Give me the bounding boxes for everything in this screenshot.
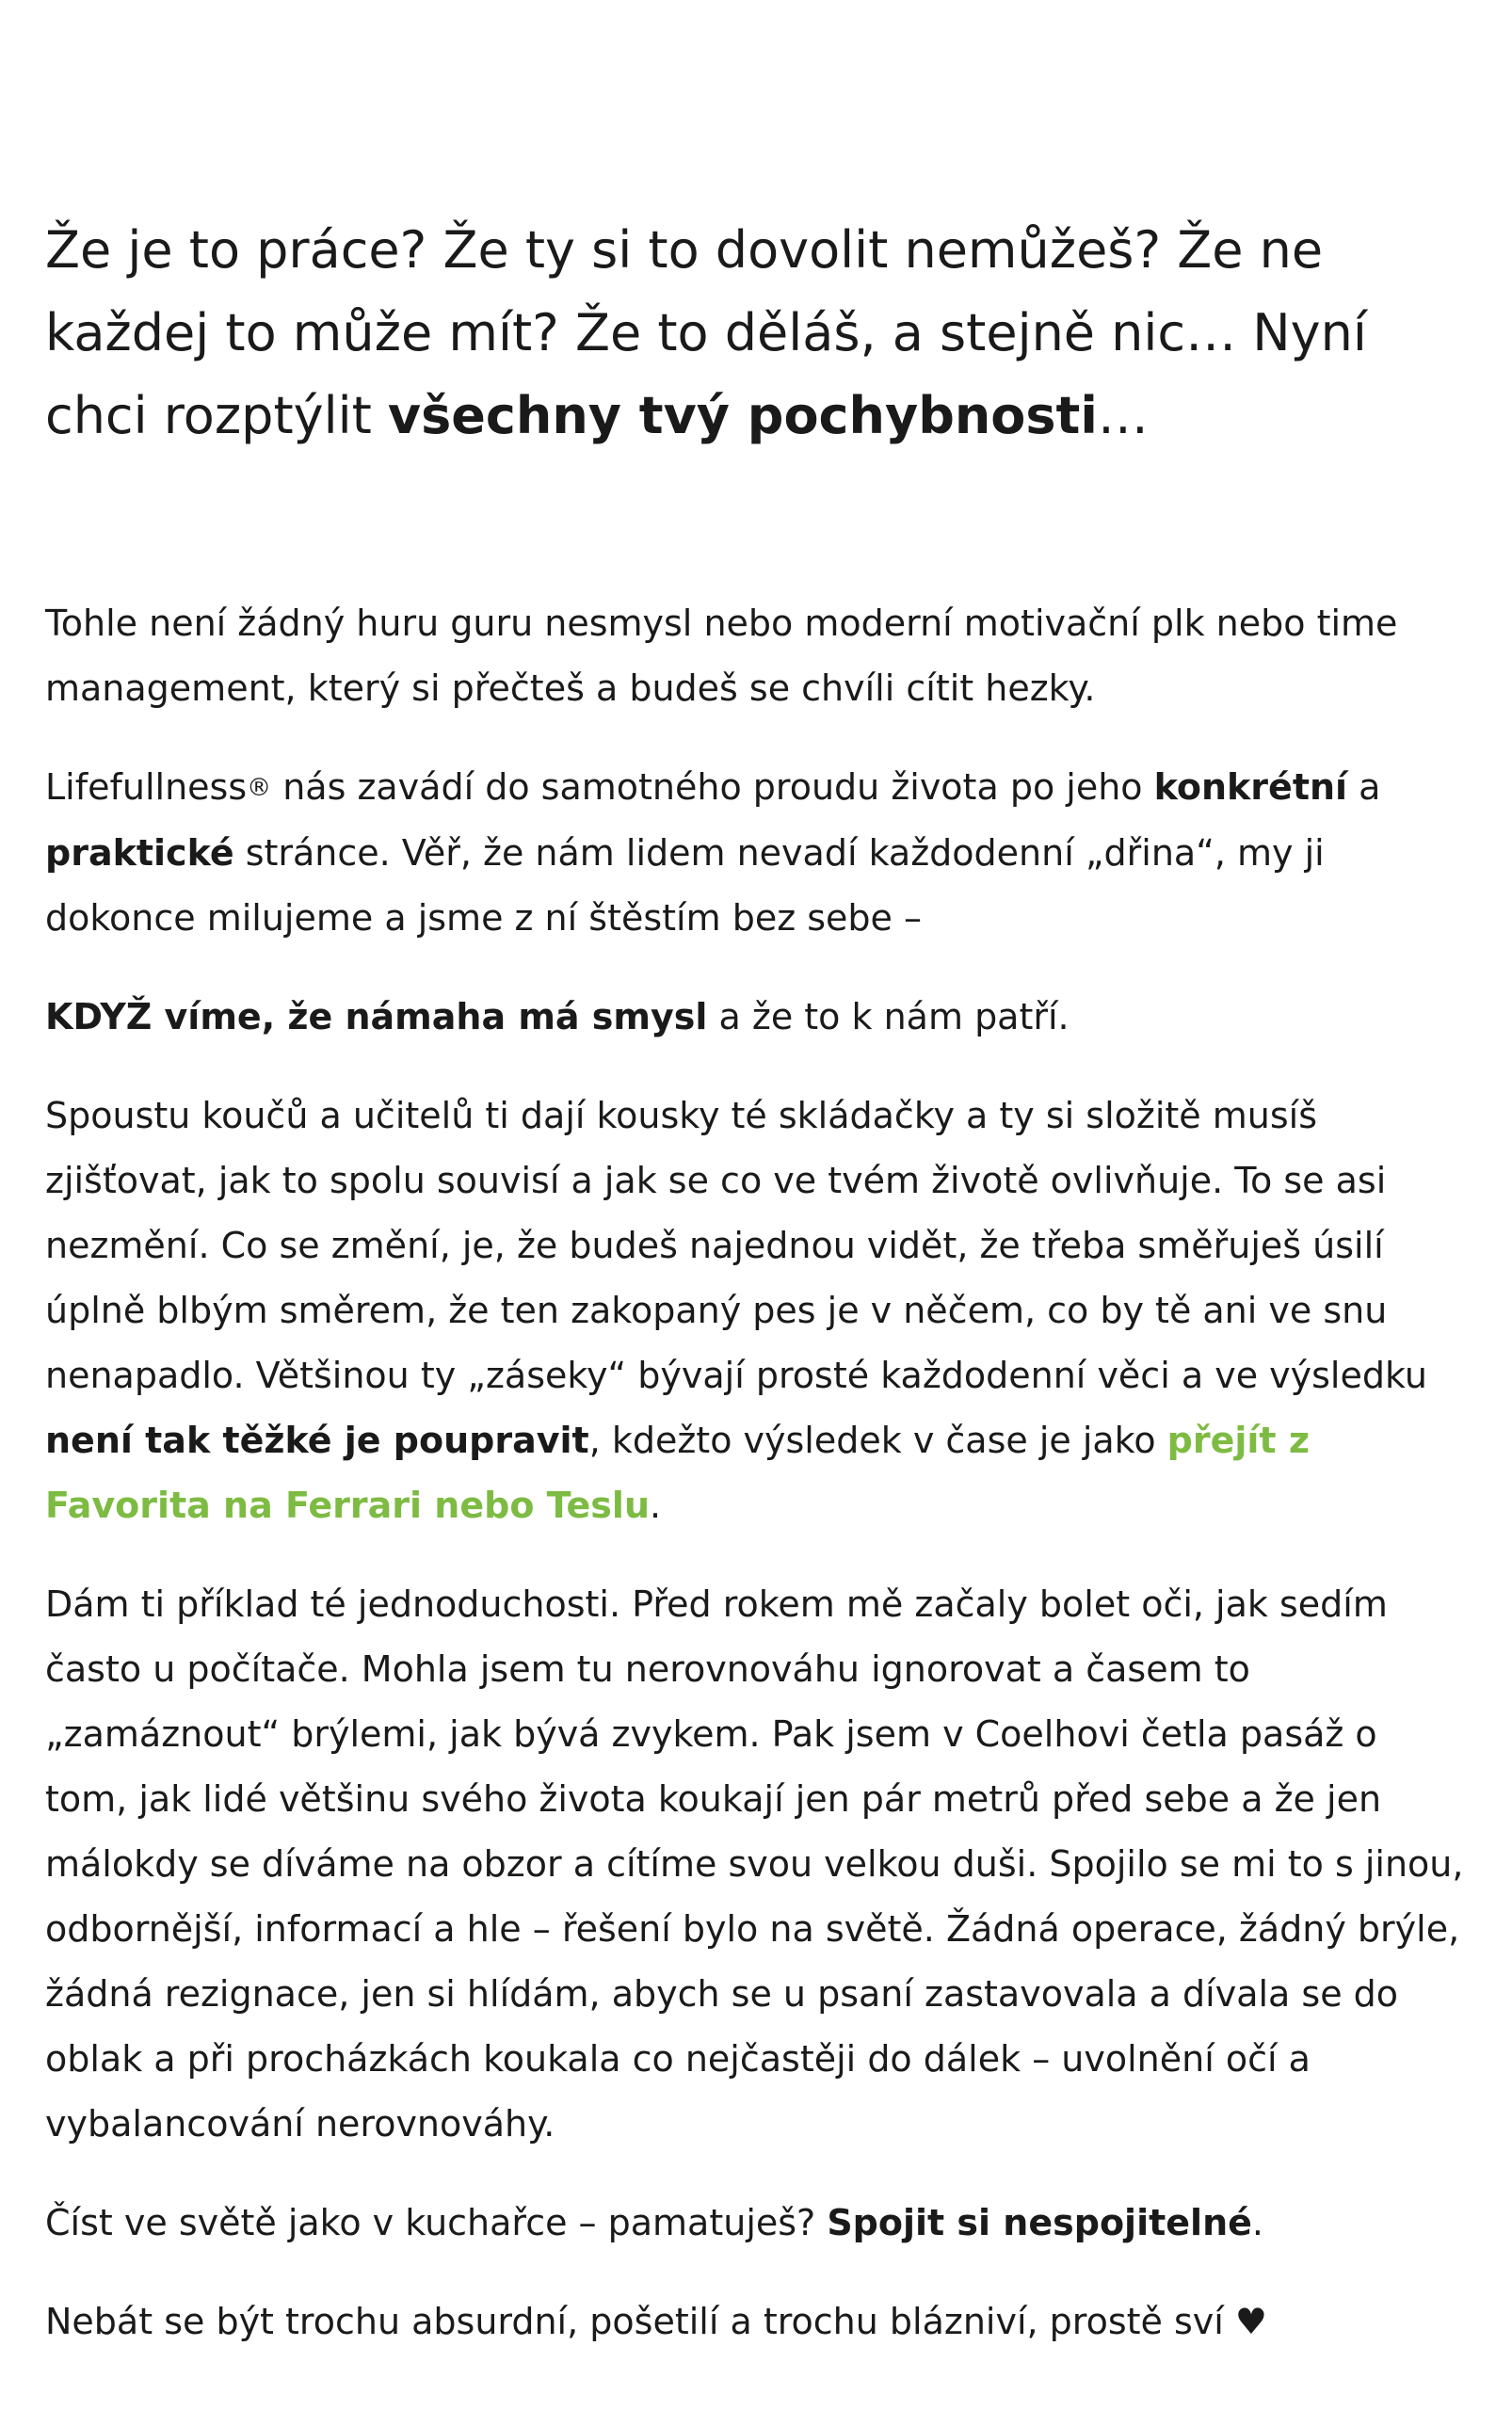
- p2-text-2: a: [1347, 766, 1381, 808]
- paragraph-3: [45, 985, 1467, 1050]
- brand-name: Lifefullness: [45, 766, 248, 808]
- intro-heading: [45, 209, 1439, 458]
- heading-bold: všechny tvý pochybnosti: [387, 386, 1098, 445]
- p6-text-2: .: [1251, 2202, 1263, 2243]
- article-body: [45, 591, 1467, 2388]
- p4-bold: není tak těžké je poupravit: [45, 1420, 589, 1461]
- paragraph-5: Dám ti příklad té jednoduchosti. Před rokem mě začaly bolet oči, jak sedím často u počítače. Mohla jsem tu nerovnováhu ignorovat a časem to „zamáznout“ brýlemi, jak bývá zvykem. Pak jsem v Coelhovi četla pasáž o tom, jak lidé většinu svého života koukají jen pár metrů před sebe a že jen málokdy se díváme na obzor a cítíme svou velkou duši. Spojilo se mi to s jinou, odbornější, informací a hle – řešení bylo na světě. Žádná operace, žádný brýle, žádná rezignace, jen si hlídám, abych se u psaní zastavovala a dívala se do oblak a při procházkách koukala co nejčastěji do dálek – uvolnění očí a vybalancování nerovnováhy.: [45, 1583, 1464, 2145]
- registered-mark: ®: [247, 774, 272, 802]
- p4-highlight: přejít z Favorita na Ferrari nebo Teslu: [45, 1420, 1310, 1526]
- p4-text-2: , kdežto výsledek v čase je jako: [588, 1420, 1167, 1461]
- p4-text-3: .: [650, 1485, 662, 1526]
- paragraph-7: Nebát se být trochu absurdní, pošetilí a trochu blázniví, prostě sví ♥: [45, 2301, 1267, 2342]
- p6-text-1: Číst ve světě jako v kuchařce – pamatuješ?: [45, 2202, 828, 2243]
- p2-text-1: nás zavádí do samotného proudu života po jeho: [271, 766, 1154, 808]
- heading-text: Že je to práce? Že ty si to dovolit nemůžeš? Že ne každej to může mít? Že to děláš, a stejně nic… Nyní chci rozptýlit: [45, 220, 1367, 445]
- paragraph-6: [45, 2191, 1467, 2256]
- paragraph-2: [45, 755, 1467, 951]
- p6-bold: Spojit si nespojitelné: [827, 2202, 1252, 2243]
- p2-bold-concrete: konkrétní: [1153, 766, 1348, 808]
- paragraph-4: [45, 1084, 1467, 1538]
- p2-text-3: stránce. Věř, že nám lidem nevadí každodenní „dřina“, my ji dokonce milujeme a jsme z ní štěstím bez sebe –: [45, 832, 1325, 939]
- p3-bold: KDYŽ víme, že námaha má smysl: [45, 996, 708, 1037]
- paragraph-1: Tohle není žádný huru guru nesmysl nebo moderní motivační plk nebo time management, který si přečteš a budeš se chvíli cítit hezky.: [45, 602, 1398, 709]
- p4-text-1: Spoustu koučů a učitelů ti dají kousky té skládačky a ty si složitě musíš zjišťovat, jak to spolu souvisí a jak se co ve tvém životě ovlivňuje. To se asi nezmění. Co se změní, je, že budeš najednou vidět, že třeba směřuješ úsilí úplně blbým směrem, že ten zakopaný pes je v něčem, co by tě ani ve snu nenapadlo. Většinou ty „záseky“ bývají prosté každodenní věci a ve výsledku: [45, 1095, 1427, 1396]
- p3-text: a že to k nám patří.: [707, 996, 1070, 1037]
- heading-ellipsis: …: [1097, 386, 1149, 445]
- p2-bold-practical: praktické: [45, 832, 234, 874]
